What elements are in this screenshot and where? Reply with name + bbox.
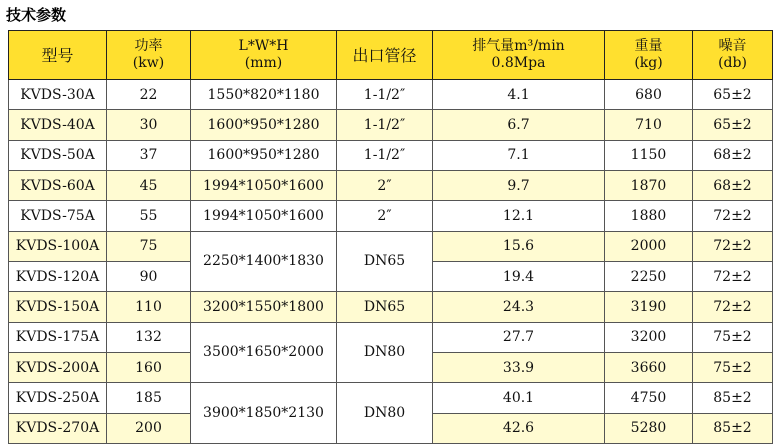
- cell-power: 37: [107, 140, 191, 170]
- cell-power: 185: [107, 383, 191, 413]
- table-row: [9, 110, 773, 140]
- table-row: [9, 292, 773, 322]
- cell-noise: 65±2: [693, 80, 773, 110]
- cell-model: KVDS-30A: [9, 80, 107, 110]
- cell-weight: 710: [605, 110, 693, 140]
- cell-power: 160: [107, 352, 191, 382]
- cell-outlet: DN65: [337, 292, 433, 322]
- cell-weight: 1880: [605, 201, 693, 231]
- table-row: [9, 80, 773, 110]
- cell-flow: 6.7: [433, 110, 605, 140]
- cell-power: 110: [107, 292, 191, 322]
- header-outlet: 出口管径: [337, 31, 433, 80]
- cell-model: KVDS-40A: [9, 110, 107, 140]
- cell-outlet: 1-1/2″: [337, 140, 433, 170]
- cell-power: 22: [107, 80, 191, 110]
- cell-power: 30: [107, 110, 191, 140]
- cell-outlet: DN80: [337, 322, 433, 383]
- cell-noise: 72±2: [693, 292, 773, 322]
- cell-weight: 2000: [605, 231, 693, 261]
- cell-noise: 72±2: [693, 201, 773, 231]
- cell-weight: 2250: [605, 261, 693, 291]
- header-noise: 噪音 (db): [693, 31, 773, 80]
- cell-noise: 75±2: [693, 352, 773, 382]
- cell-power: 132: [107, 322, 191, 352]
- table-row: [9, 231, 773, 261]
- cell-flow: 24.3: [433, 292, 605, 322]
- cell-outlet: 2″: [337, 201, 433, 231]
- table-row: [9, 322, 773, 352]
- cell-model: KVDS-175A: [9, 322, 107, 352]
- cell-dimensions: 1600*950*1280: [191, 110, 337, 140]
- header-flow: 排气量m³/min 0.8Mpa: [433, 31, 605, 80]
- header-power: 功率 (kw): [107, 31, 191, 80]
- cell-flow: 40.1: [433, 383, 605, 413]
- cell-model: KVDS-250A: [9, 383, 107, 413]
- cell-flow: 9.7: [433, 170, 605, 200]
- table-row: [9, 201, 773, 231]
- cell-weight: 3190: [605, 292, 693, 322]
- cell-weight: 680: [605, 80, 693, 110]
- cell-noise: 75±2: [693, 322, 773, 352]
- cell-noise: 65±2: [693, 110, 773, 140]
- header-row: [9, 31, 773, 80]
- cell-model: KVDS-60A: [9, 170, 107, 200]
- cell-model: KVDS-120A: [9, 261, 107, 291]
- cell-noise: 85±2: [693, 413, 773, 443]
- cell-dimensions: 3200*1550*1800: [191, 292, 337, 322]
- cell-power: 200: [107, 413, 191, 443]
- cell-noise: 72±2: [693, 261, 773, 291]
- cell-outlet: 2″: [337, 170, 433, 200]
- cell-noise: 68±2: [693, 170, 773, 200]
- cell-weight: 1150: [605, 140, 693, 170]
- cell-weight: 1870: [605, 170, 693, 200]
- section-title: 技术参数: [6, 6, 67, 24]
- cell-flow: 27.7: [433, 322, 605, 352]
- header-model: 型号: [9, 31, 107, 80]
- cell-dimensions: 1994*1050*1600: [191, 201, 337, 231]
- cell-model: KVDS-150A: [9, 292, 107, 322]
- cell-outlet: 1-1/2″: [337, 110, 433, 140]
- cell-outlet: DN65: [337, 231, 433, 292]
- table-row: [9, 383, 773, 413]
- header-weight: 重量 (kg): [605, 31, 693, 80]
- cell-model: KVDS-270A: [9, 413, 107, 443]
- cell-flow: 15.6: [433, 231, 605, 261]
- cell-dimensions: 2250*1400*1830: [191, 231, 337, 292]
- cell-model: KVDS-200A: [9, 352, 107, 382]
- cell-outlet: 1-1/2″: [337, 80, 433, 110]
- spec-table: [8, 30, 773, 444]
- cell-weight: 4750: [605, 383, 693, 413]
- cell-outlet: DN80: [337, 383, 433, 444]
- cell-weight: 5280: [605, 413, 693, 443]
- cell-flow: 33.9: [433, 352, 605, 382]
- cell-model: KVDS-100A: [9, 231, 107, 261]
- cell-flow: 42.6: [433, 413, 605, 443]
- table-row: [9, 170, 773, 200]
- cell-weight: 3660: [605, 352, 693, 382]
- cell-noise: 68±2: [693, 140, 773, 170]
- cell-flow: 12.1: [433, 201, 605, 231]
- cell-model: KVDS-50A: [9, 140, 107, 170]
- cell-dimensions: 1550*820*1180: [191, 80, 337, 110]
- cell-dimensions: 1994*1050*1600: [191, 170, 337, 200]
- cell-model: KVDS-75A: [9, 201, 107, 231]
- cell-power: 55: [107, 201, 191, 231]
- cell-noise: 85±2: [693, 383, 773, 413]
- table-row: [9, 140, 773, 170]
- header-dimensions: L*W*H (mm): [191, 31, 337, 80]
- cell-power: 45: [107, 170, 191, 200]
- cell-flow: 19.4: [433, 261, 605, 291]
- cell-dimensions: 3900*1850*2130: [191, 383, 337, 444]
- cell-noise: 72±2: [693, 231, 773, 261]
- cell-weight: 3200: [605, 322, 693, 352]
- cell-dimensions: 3500*1650*2000: [191, 322, 337, 383]
- cell-power: 90: [107, 261, 191, 291]
- cell-dimensions: 1600*950*1280: [191, 140, 337, 170]
- cell-power: 75: [107, 231, 191, 261]
- cell-flow: 4.1: [433, 80, 605, 110]
- cell-flow: 7.1: [433, 140, 605, 170]
